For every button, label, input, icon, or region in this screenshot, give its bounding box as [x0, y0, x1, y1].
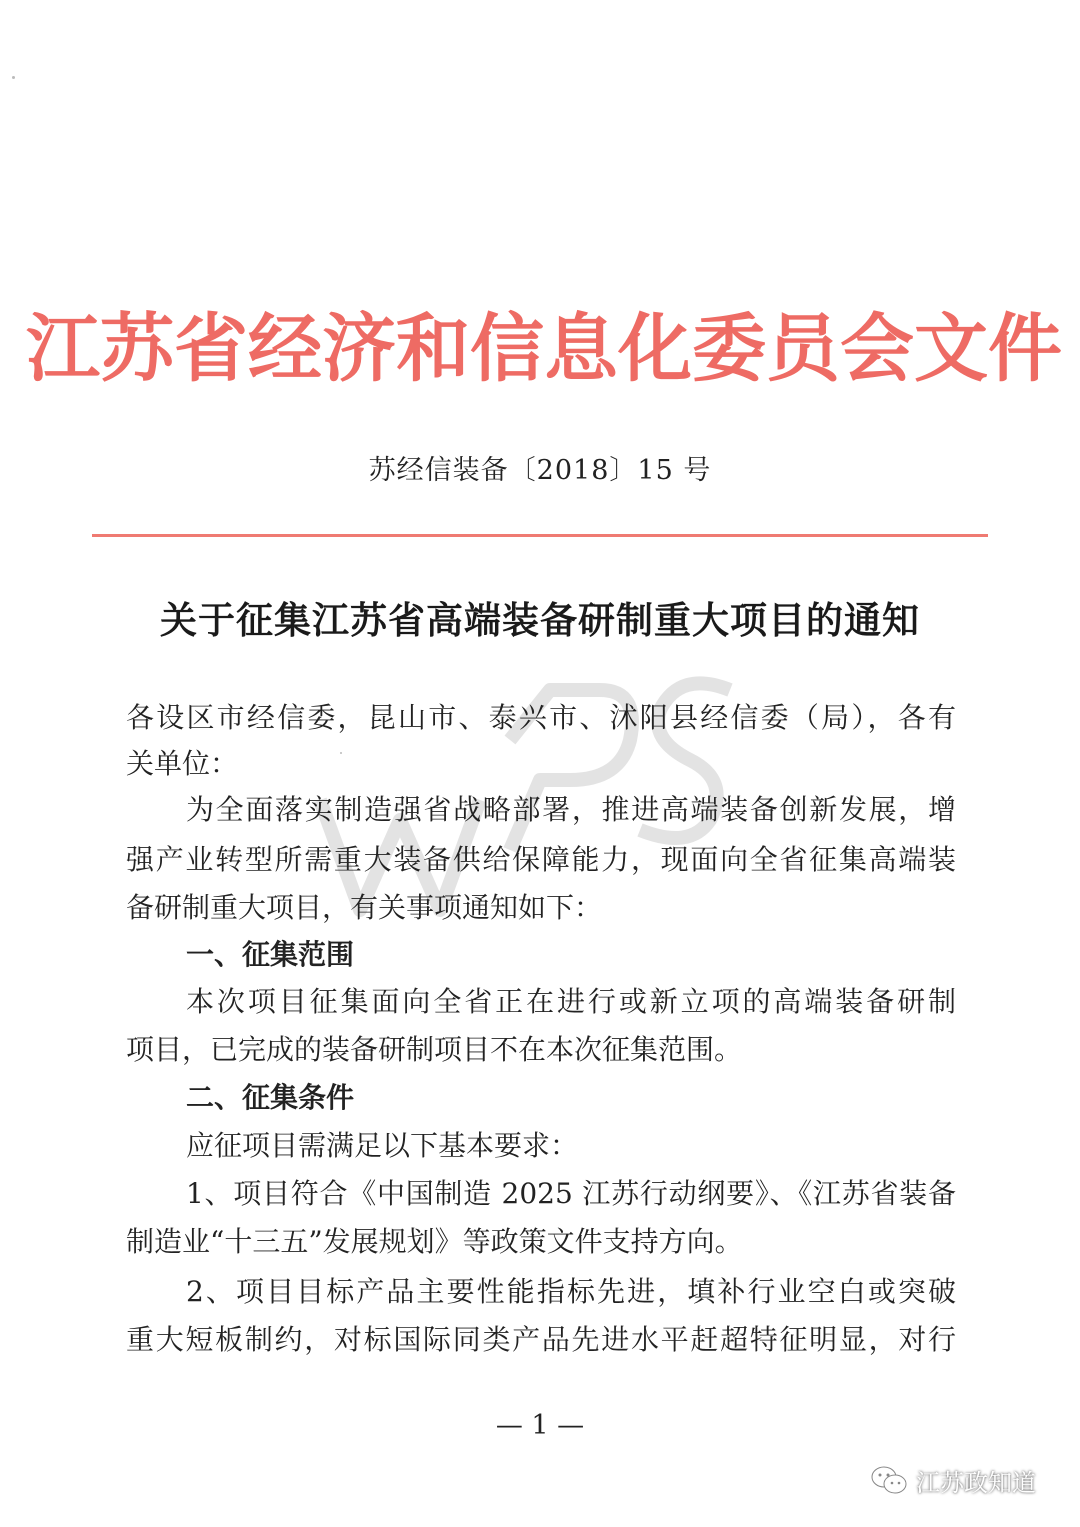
body-line: 1、项目符合《中国制造 2025 江苏行动纲要》、《江苏省装备 — [186, 1177, 956, 1210]
wechat-account-name: 江苏政知道 — [916, 1468, 1036, 1497]
body-line: 为全面落实制造强省战略部署，推进高端装备创新发展，增 — [186, 793, 956, 826]
body-line: 2、项目目标产品主要性能指标先进，填补行业空白或突破 — [186, 1275, 956, 1308]
page-number: — 1 — — [495, 1410, 585, 1441]
scan-speck — [12, 76, 15, 79]
body-line: 应征项目需满足以下基本要求： — [186, 1129, 579, 1162]
body-line: 重大短板制约，对标国际同类产品先进水平赶超特征明显，对行 — [126, 1323, 956, 1356]
body-line: 强产业转型所需重大装备供给保障能力，现面向全省征集高端装 — [126, 843, 956, 876]
wechat-account-badge[interactable] — [870, 1462, 1036, 1498]
body-line: 制造业“十三五”发展规划》等政策文件支持方向。 — [126, 1225, 743, 1258]
body-line: 项目，已完成的装备研制项目不在本次征集范围。 — [126, 1033, 743, 1066]
body-line: 关单位： — [126, 747, 239, 780]
section-heading: 二、征集条件 — [186, 1081, 355, 1114]
document-number: 苏经信装备〔2018〕15 号 — [368, 455, 712, 486]
wechat-icon — [870, 1465, 908, 1495]
body-line: 各设区市经信委，昆山市、泰兴市、沭阳县经信委（局），各有 — [126, 701, 956, 734]
red-divider — [92, 534, 988, 537]
section-heading: 一、征集范围 — [186, 938, 355, 971]
document-title: 关于征集江苏省高端装备研制重大项目的通知 — [160, 599, 920, 642]
body-line: 本次项目征集面向全省正在进行或新立项的高端装备研制 — [186, 985, 956, 1018]
body-line: 备研制重大项目，有关事项通知如下： — [126, 891, 603, 924]
document-masthead: 江苏省经济和信息化委员会文件 — [26, 306, 1062, 392]
